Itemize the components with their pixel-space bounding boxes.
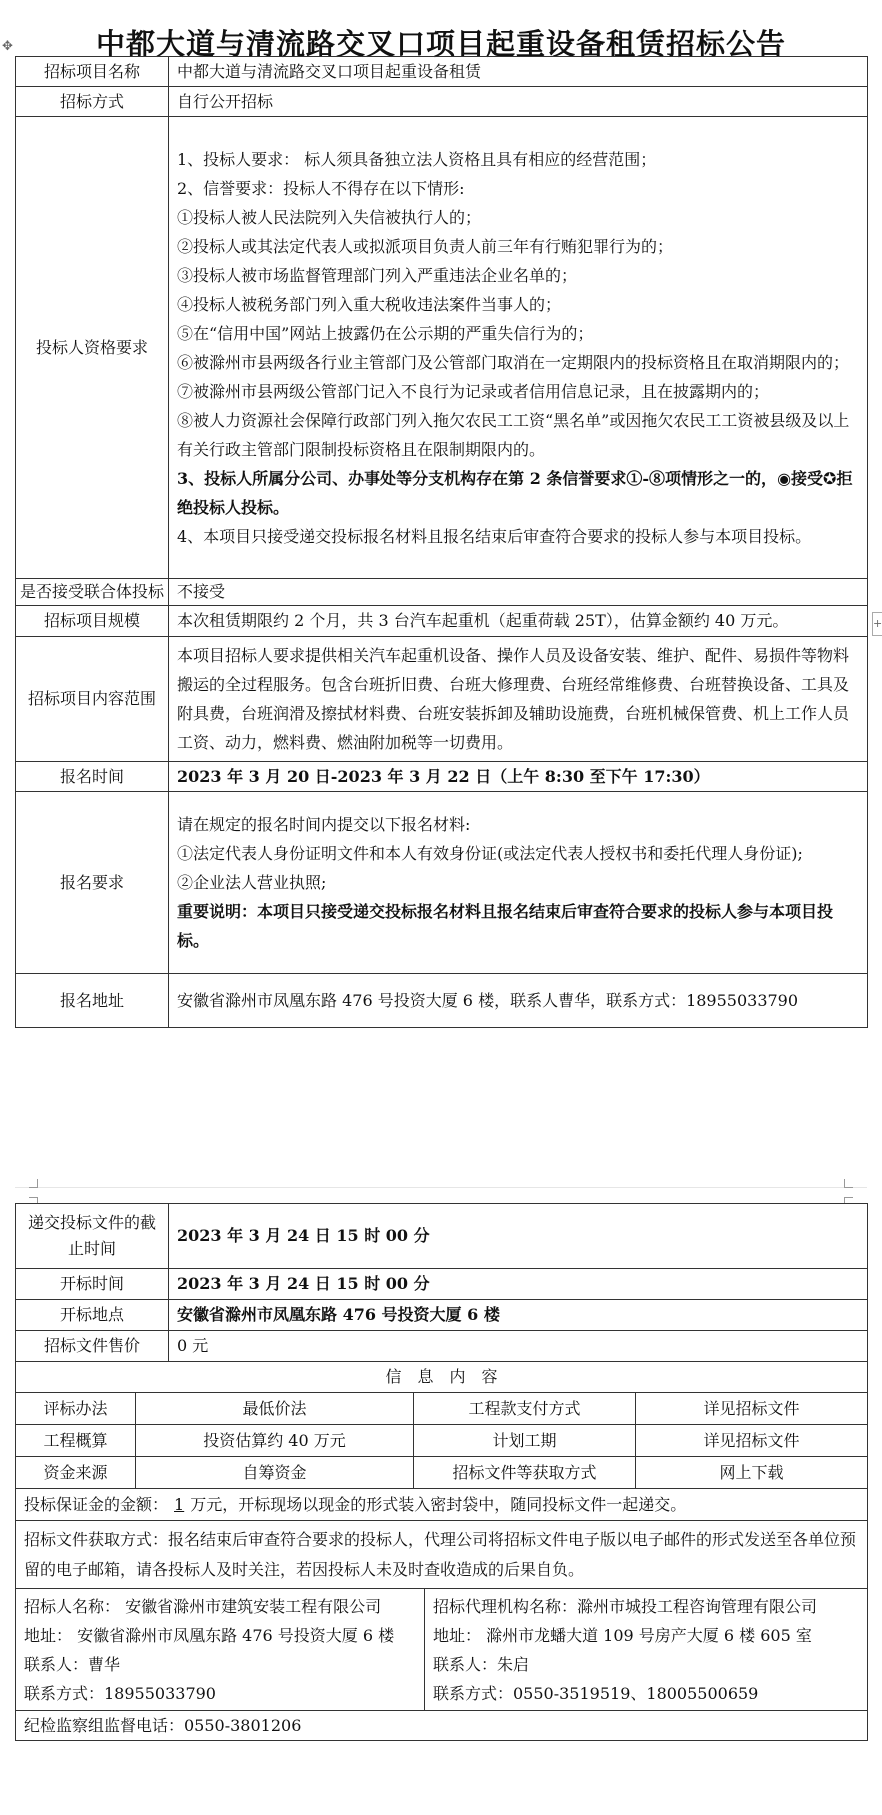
table-row <box>16 1204 868 1269</box>
deposit-line <box>16 1489 868 1521</box>
table-row <box>16 792 868 974</box>
row-label: 招标方式 <box>16 87 169 117</box>
table-row <box>16 1425 868 1457</box>
qualification-line: ②投标人或其法定代表人或拟派项目负责人前三年有行贿犯罪行为的； <box>177 236 674 256</box>
row-label: 招标项目内容范围 <box>16 637 169 762</box>
table-row <box>16 57 868 87</box>
deposit-prefix: 投标保证金的金额： <box>24 1494 169 1514</box>
registration-time: 2023 年 3 月 20 日-2023 年 3 月 22 日（上午 8:30 至下午 17:30） <box>169 762 868 792</box>
qualification-content <box>169 117 868 579</box>
qualification-line: 4、本项目只接受递交投标报名材料且报名结束后审查符合要求的投标人参与本项目投标。 <box>177 526 812 546</box>
scope-value: 本项目招标人要求提供相关汽车起重机设备、操作人员及设备安装、维护、配件、易损件等物料搬运的全过程服务。包含台班折旧费、台班大修理费、台班经常维修费、台班替换设备、工具及附具费，台班润滑及擦拭材料费、台班安装拆卸及辅助设施费，台班机械保管费、机上工作人员工资、动力，燃料费、燃油附加税等一切费用。 <box>169 637 868 762</box>
choice-selected-icon[interactable]: ◉ <box>777 468 792 488</box>
row-label: 开标时间 <box>16 1269 169 1300</box>
tenderer-address: 地址： 安徽省滁州市凤凰东路 476 号投资大厦 6 楼 <box>24 1625 395 1645</box>
qualification-line: ⑤在“信用中国”网站上披露仍在公示期的严重失信行为的； <box>177 323 594 343</box>
deposit-suffix: 万元，开标现场以现金的形式装入密封袋中，随同投标文件一起递交。 <box>190 1494 687 1514</box>
agency-info <box>425 1589 868 1711</box>
row-label: 是否接受联合体投标 <box>16 579 169 606</box>
page-break <box>15 1173 867 1203</box>
table-row <box>16 1393 868 1425</box>
document-price: 0 元 <box>169 1331 868 1362</box>
tender-method: 自行公开招标 <box>169 87 868 117</box>
tenderer-phone: 联系方式：18955033790 <box>24 1683 216 1703</box>
row-label: 招标项目名称 <box>16 57 169 87</box>
table-move-handle-icon[interactable]: ✥ <box>2 39 13 54</box>
info-value: 投资估算约 40 万元 <box>136 1425 414 1457</box>
requirement-line: 请在规定的报名时间内提交以下报名材料: <box>177 815 471 834</box>
info-grid-table <box>15 1361 868 1489</box>
table-row <box>16 117 868 579</box>
branch-rule <box>177 464 859 522</box>
table-row <box>16 87 868 117</box>
qualification-line: ③投标人被市场监督管理部门列入严重违法企业名单的； <box>177 265 578 285</box>
tenderer-name: 招标人名称： 安徽省滁州市建筑安装工程有限公司 <box>24 1596 382 1616</box>
choice-unselected-icon[interactable]: ✪ <box>823 468 837 488</box>
info-label: 工程款支付方式 <box>414 1393 636 1425</box>
row-label: 报名时间 <box>16 762 169 792</box>
info-value: 最低价法 <box>136 1393 414 1425</box>
project-name: 中都大道与清流路交叉口项目起重设备租赁 <box>169 57 868 87</box>
qualification-line: ⑦被滁州市县两级公管部门记入不良行为记录或者信用信息记录，且在披露期内的； <box>177 381 770 401</box>
tenderer-contact: 联系人：曹华 <box>24 1654 121 1674</box>
table-row <box>16 1457 868 1489</box>
tender-info-table <box>15 56 868 1028</box>
deadline-value: 2023 年 3 月 24 日 15 时 00 分 <box>169 1204 868 1269</box>
table-row <box>16 1521 868 1589</box>
table-row <box>16 1362 868 1393</box>
requirement-line: ②企业法人营业执照; <box>177 873 327 892</box>
registration-requirements <box>169 792 868 974</box>
agency-address: 地址： 滁州市龙蟠大道 109 号房产大厦 6 楼 605 室 <box>433 1625 812 1645</box>
qualification-line: ⑥被滁州市县两级各行业主管部门及公管部门取消在一定期限内的投标资格且在取消期限内的； <box>177 352 850 372</box>
row-label: 递交投标文件的截止时间 <box>16 1204 169 1269</box>
qualification-line: 1、投标人要求： 标人须具备独立法人资格且具有相应的经营范围； <box>177 149 657 169</box>
info-label: 资金来源 <box>16 1457 136 1489</box>
deposit-amount: 1 <box>174 1494 185 1514</box>
table-row <box>16 762 868 792</box>
table-row <box>16 1269 868 1300</box>
table-row <box>16 1711 868 1741</box>
table-row <box>16 1489 868 1521</box>
tenderer-info <box>16 1589 425 1711</box>
qualification-line: 2、信誉要求：投标人不得存在以下情形: <box>177 178 465 198</box>
row-label: 报名要求 <box>16 792 169 974</box>
agency-name: 招标代理机构名称：滁州市城投工程咨询管理有限公司 <box>433 1596 818 1616</box>
row-label: 开标地点 <box>16 1300 169 1331</box>
reject-label: 拒绝投标人投标。 <box>177 468 853 517</box>
row-label: 招标文件售价 <box>16 1331 169 1362</box>
row-label: 投标人资格要求 <box>16 117 169 579</box>
table-row <box>16 974 868 1028</box>
accept-label: 接受 <box>791 468 824 488</box>
info-header: 信 息 内 容 <box>16 1362 868 1393</box>
agency-contact: 联系人：朱启 <box>433 1654 530 1674</box>
important-note: 重要说明：本项目只接受递交投标报名材料且报名结束后审查符合要求的投标人参与本项目投标。 <box>177 902 834 950</box>
info-value: 详见招标文件 <box>636 1393 868 1425</box>
consortium-value: 不接受 <box>169 579 868 606</box>
info-label: 工程概算 <box>16 1425 136 1457</box>
bid-schedule-table <box>15 1203 868 1362</box>
table-row <box>16 1589 868 1711</box>
document-access: 招标文件获取方式：报名结束后审查符合要求的投标人，代理公司将招标文件电子版以电子邮件的形式发送至各单位预留的电子邮箱，请各投标人及时关注，若因投标人未及时查收造成的后果自负。 <box>16 1521 868 1589</box>
contact-table <box>15 1488 868 1741</box>
info-label: 招标文件等获取方式 <box>414 1457 636 1489</box>
agency-phone: 联系方式：0550-3519519、18005500659 <box>433 1683 759 1703</box>
info-label: 评标办法 <box>16 1393 136 1425</box>
requirement-line: ①法定代表人身份证明文件和本人有效身份证(或法定代表人授权书和委托代理人身份证); <box>177 844 803 863</box>
row-label: 招标项目规模 <box>16 606 169 637</box>
info-value: 网上下载 <box>636 1457 868 1489</box>
table-row <box>16 579 868 606</box>
registration-address: 安徽省滁州市凤凰东路 476 号投资大厦 6 楼，联系人曹华，联系方式：18955033790 <box>169 974 868 1028</box>
qualification-line: ①投标人被人民法院列入失信被执行人的； <box>177 207 482 227</box>
table-row <box>16 1300 868 1331</box>
opening-time: 2023 年 3 月 24 日 15 时 00 分 <box>169 1269 868 1300</box>
add-column-icon[interactable]: + <box>872 612 882 636</box>
table-row <box>16 606 868 637</box>
branch-rule-text: 3、投标人所属分公司、办事处等分支机构存在第 2 条信誉要求①-⑧项情形之一的， <box>177 468 778 488</box>
info-value: 自筹资金 <box>136 1457 414 1489</box>
supervision-phone: 纪检监察组监督电话：0550-3801206 <box>16 1711 868 1741</box>
scale-value: 本次租赁期限约 2 个月，共 3 台汽车起重机（起重荷载 25T），估算金额约 40 万元。 <box>169 606 868 637</box>
info-value: 详见招标文件 <box>636 1425 868 1457</box>
qualification-line: ④投标人被税务部门列入重大税收违法案件当事人的； <box>177 294 562 314</box>
qualification-line: ⑧被人力资源社会保障行政部门列入拖欠农民工工资“黑名单”或因拖欠农民工工资被县级及以上有关行政主管部门限制投标资格且在限制期限内的。 <box>177 410 850 459</box>
opening-place: 安徽省滁州市凤凰东路 476 号投资大厦 6 楼 <box>169 1300 868 1331</box>
table-row <box>16 1331 868 1362</box>
document-title: 中都大道与清流路交叉口项目起重设备租赁招标公告 <box>95 27 786 61</box>
table-row <box>16 637 868 762</box>
info-label: 计划工期 <box>414 1425 636 1457</box>
row-label: 报名地址 <box>16 974 169 1028</box>
